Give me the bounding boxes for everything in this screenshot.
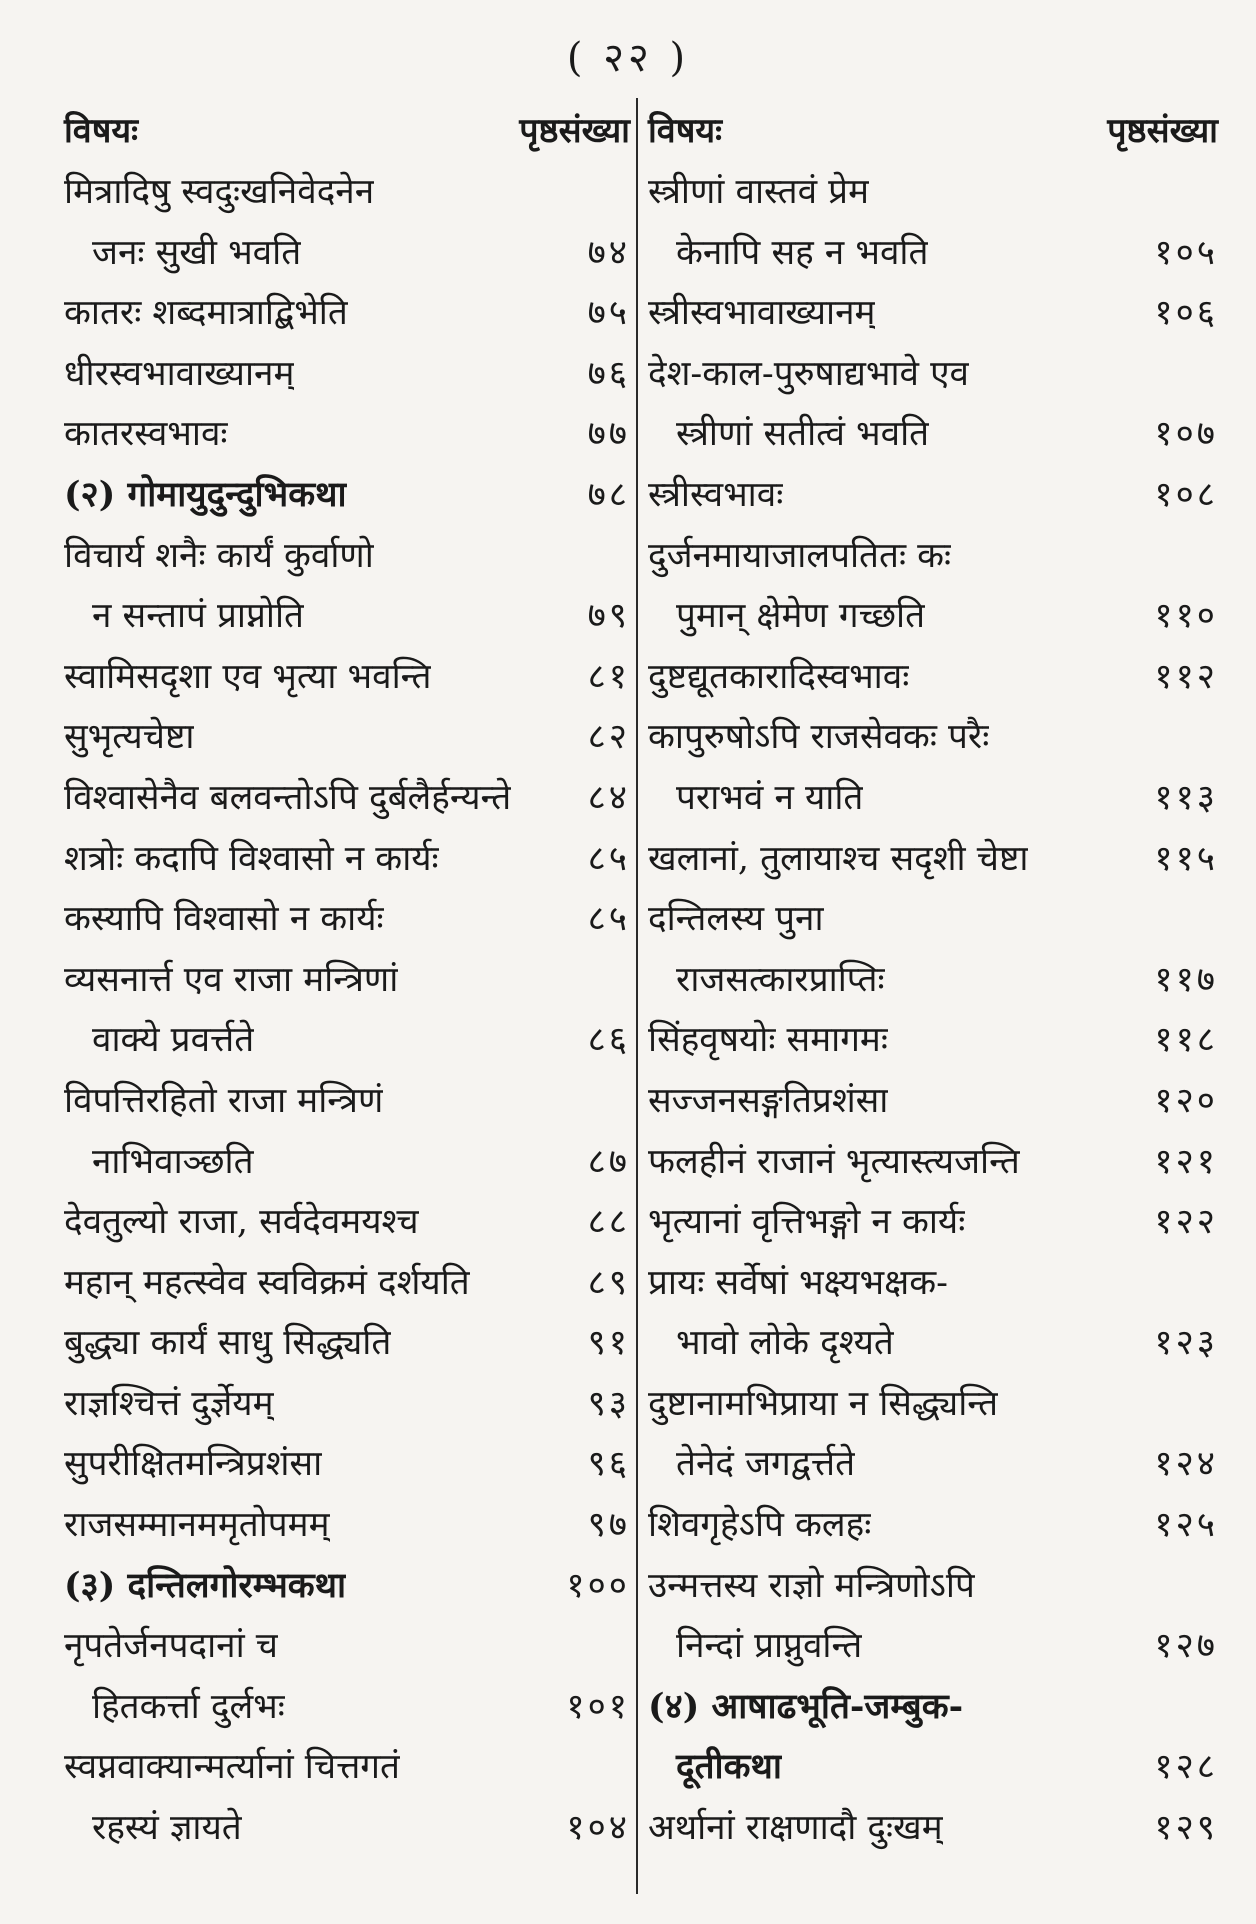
page-heading: पृष्ठसंख्या (1107, 111, 1218, 151)
toc-entry (648, 465, 1218, 526)
entry-title: रहस्यं ज्ञायते (92, 1808, 242, 1849)
entry-page-number: ७७ (587, 414, 630, 455)
toc-entry (64, 344, 630, 405)
toc-entry (64, 404, 630, 465)
entry-title: फलहीनं राजानं भृत्यास्त्यजन्ति (648, 1141, 1020, 1182)
entry-page-number: १२४ (1154, 1444, 1218, 1485)
entry-page-number: ८९ (587, 1262, 630, 1303)
entry-page-number: ९७ (587, 1505, 630, 1546)
entry-page-number: ७५ (587, 293, 630, 334)
entry-title: (४) आषाढभूति-जम्बुक- (648, 1685, 964, 1727)
entry-page-number: ९६ (587, 1444, 630, 1485)
entry-title: भृत्यानां वृत्तिभङ्गो न कार्यः (648, 1202, 966, 1243)
entry-title: देश-काल-पुरुषाद्यभावे एव (648, 353, 969, 394)
entry-page-number: ९१ (587, 1323, 630, 1364)
entry-page-number: ७६ (587, 353, 630, 394)
toc-entry (648, 1132, 1218, 1193)
entry-title: खलानां, तुलायाश्च सदृशी चेष्टा (648, 838, 1029, 879)
entry-title: शिवगृहेऽपि कलहः (648, 1505, 872, 1546)
toc-entry (64, 1253, 630, 1314)
toc-entry (64, 1677, 630, 1738)
entry-title: अर्थानां राक्षणादौ दुःखम् (648, 1808, 943, 1849)
toc-entry (64, 647, 630, 708)
entry-title: हितकर्त्ता दुर्लभः (92, 1686, 285, 1727)
entry-title: न सन्तापं प्राप्नोति (92, 596, 304, 637)
entry-title: धीरस्वभावाख्यानम् (64, 353, 295, 394)
toc-entry (648, 829, 1218, 890)
entry-title: कस्यापि विश्वासो न कार्यः (64, 899, 384, 940)
entry-page-number: ८५ (587, 899, 630, 940)
entry-title: दुष्टानामभिप्राया न सिद्ध्यन्ति (648, 1383, 999, 1424)
entry-title: केनापि सह न भवति (676, 232, 929, 273)
toc-entry (648, 586, 1218, 647)
toc-entry (648, 889, 1218, 950)
entry-page-number: १२५ (1154, 1505, 1218, 1546)
entry-page-number: ७९ (587, 596, 630, 637)
right-header (648, 100, 1218, 162)
entry-page-number: ८८ (587, 1202, 630, 1243)
entry-page-number: ७८ (587, 474, 630, 515)
toc-entry (64, 1495, 630, 1556)
entry-title: उन्मत्तस्य राज्ञो मन्त्रिणोऽपि (648, 1565, 975, 1606)
entry-page-number: १२७ (1154, 1626, 1218, 1667)
toc-entry (64, 526, 630, 587)
entry-page-number: १०७ (1154, 414, 1218, 455)
toc-entry (64, 586, 630, 647)
entry-page-number: ९३ (587, 1383, 630, 1424)
toc-entry (648, 1010, 1218, 1071)
page-number: ( २२ ) (566, 35, 690, 81)
entry-title: दूतीकथा (676, 1746, 782, 1788)
entry-page-number: १०५ (1154, 232, 1218, 273)
toc-entry (648, 526, 1218, 587)
entry-page-number: ८५ (587, 838, 630, 879)
entry-page-number: ११० (1154, 596, 1218, 637)
entry-title: स्त्रीणां वास्तवं प्रेम (648, 172, 870, 212)
entry-title: देवतुल्यो राजा, सर्वदेवमयश्च (64, 1202, 419, 1243)
left-column (64, 100, 630, 1859)
entry-title: दन्तिलस्य पुना (648, 899, 824, 940)
left-header (64, 100, 630, 162)
entry-title: तेनेदं जगद्वर्त्तते (676, 1444, 856, 1485)
entry-title: सुपरीक्षितमन्त्रिप्रशंसा (64, 1444, 323, 1485)
toc-entry (648, 162, 1218, 223)
entry-title: कातरः शब्दमात्राद्बिभेति (64, 293, 348, 334)
toc-entry (648, 283, 1218, 344)
entry-page-number: १०४ (566, 1808, 630, 1849)
toc-entry (648, 1556, 1218, 1617)
toc-entry (648, 1071, 1218, 1132)
entry-title: विचार्य शनैः कार्यं कुर्वाणो (64, 535, 374, 576)
entry-page-number: ८४ (587, 777, 630, 818)
entry-page-number: ११५ (1154, 838, 1218, 879)
entry-title: स्त्रीस्वभावः (648, 474, 784, 515)
toc-entry (64, 1313, 630, 1374)
entry-title: नृपतेर्जनपदानां च (64, 1626, 279, 1667)
entry-page-number: ८२ (587, 717, 630, 758)
entry-page-number: १२३ (1154, 1323, 1218, 1364)
entry-page-number: १०० (566, 1565, 630, 1606)
entry-title: मित्रादिषु स्वदुःखनिवेदनेन (64, 172, 375, 212)
toc-entry (648, 1495, 1218, 1556)
entry-title: पुमान् क्षेमेण गच्छति (676, 596, 926, 637)
toc-entry (64, 1071, 630, 1132)
entry-page-number: १२१ (1154, 1141, 1218, 1182)
entry-title: निन्दां प्राप्नुवन्ति (676, 1626, 863, 1667)
entry-page-number: १२८ (1154, 1747, 1218, 1788)
entry-title: बुद्ध्या कार्यं साधु सिद्ध्यति (64, 1323, 392, 1364)
toc-entry (64, 1434, 630, 1495)
entry-title: (२) गोमायुदुन्दुभिकथा (64, 473, 347, 515)
entry-page-number: ११७ (1154, 959, 1218, 1000)
toc-entry (648, 1374, 1218, 1435)
toc-entry (64, 465, 630, 526)
entry-page-number: १२९ (1154, 1808, 1218, 1849)
entry-title: नाभिवाञ्छति (92, 1141, 254, 1182)
toc-entry (648, 1677, 1218, 1738)
toc-entry (64, 707, 630, 768)
toc-entry (64, 1737, 630, 1798)
entry-title: सिंहवृषयोः समागमः (648, 1020, 888, 1061)
entry-title: शत्रोः कदापि विश्वासो न कार्यः (64, 838, 439, 879)
toc-entry (648, 1434, 1218, 1495)
entry-title: कापुरुषोऽपि राजसेवकः परैः (648, 717, 990, 758)
entry-title: व्यसनार्त्त एव राजा मन्त्रिणां (64, 959, 399, 1000)
entry-title: स्त्रीणां सतीत्वं भवति (676, 414, 930, 455)
entry-title: सज्जनसङ्गतिप्रशंसा (648, 1080, 889, 1121)
toc-entry (648, 404, 1218, 465)
toc-entry (64, 1132, 630, 1193)
page-heading: पृष्ठसंख्या (519, 111, 630, 151)
entry-title: प्रायः सर्वेषां भक्ष्यभक्षक- (648, 1262, 948, 1303)
entry-page-number: ८६ (587, 1020, 630, 1061)
toc-entry (64, 1374, 630, 1435)
entry-title: राजसत्कारप्राप्तिः (676, 959, 885, 1000)
toc-entry (64, 1798, 630, 1859)
entry-title: स्वप्नवाक्यान्मर्त्यानां चित्तगतं (64, 1747, 400, 1788)
toc-entry (648, 1616, 1218, 1677)
entry-page-number: ८७ (587, 1141, 630, 1182)
column-divider (636, 98, 638, 1894)
toc-entry (64, 223, 630, 284)
entry-page-number: ११३ (1154, 777, 1218, 818)
toc-entry (648, 344, 1218, 405)
entry-page-number: १२० (1154, 1080, 1218, 1121)
subject-heading: विषयः (64, 111, 138, 151)
toc-entry (64, 1010, 630, 1071)
toc-entry (64, 829, 630, 890)
toc-entry (64, 889, 630, 950)
toc-entry (648, 1737, 1218, 1798)
entry-title: सुभृत्यचेष्टा (64, 717, 195, 758)
toc-entry (64, 1556, 630, 1617)
toc-entry (648, 768, 1218, 829)
right-column (648, 100, 1218, 1859)
toc-entry (648, 1313, 1218, 1374)
entry-title: स्वामिसदृशा एव भृत्या भवन्ति (64, 656, 432, 697)
toc-entry (648, 1253, 1218, 1314)
entry-page-number: ८१ (587, 656, 630, 697)
entry-page-number: ११८ (1154, 1020, 1218, 1061)
entry-title: कातरस्वभावः (64, 414, 228, 455)
toc-entry (648, 223, 1218, 284)
left-entries (64, 162, 630, 1859)
entry-title: पराभवं न याति (676, 777, 864, 818)
toc-entry (64, 283, 630, 344)
toc-entry (64, 162, 630, 223)
entry-title: भावो लोके दृश्यते (676, 1323, 894, 1364)
entry-title: विश्वासेनैव बलवन्तोऽपि दुर्बलैर्हन्यन्ते (64, 777, 512, 818)
entry-title: वाक्ये प्रवर्त्तते (92, 1020, 255, 1061)
toc-entry (64, 1616, 630, 1677)
entry-title: जनः सुखी भवति (92, 232, 302, 273)
entry-page-number: १०६ (1154, 293, 1218, 334)
toc-entry (64, 1192, 630, 1253)
entry-title: महान् महत्स्वेव स्वविक्रमं दर्शयति (64, 1262, 470, 1303)
entry-title: दुष्टद्यूतकारादिस्वभावः (648, 656, 910, 697)
subject-heading: विषयः (648, 111, 722, 151)
toc-entry (648, 707, 1218, 768)
entry-title: राज्ञश्चित्तं दुर्ज्ञेयम् (64, 1383, 274, 1424)
entry-page-number: १०१ (566, 1686, 630, 1727)
entry-page-number: १२२ (1154, 1202, 1218, 1243)
entry-title: स्त्रीस्वभावाख्यानम् (648, 293, 876, 334)
toc-entry (648, 950, 1218, 1011)
toc-entry (648, 647, 1218, 708)
entry-title: दुर्जनमायाजालपतितः कः (648, 535, 952, 576)
toc-entry (64, 950, 630, 1011)
toc-entry (64, 768, 630, 829)
toc-entry (648, 1192, 1218, 1253)
toc-entry (648, 1798, 1218, 1859)
entry-page-number: ११२ (1154, 656, 1218, 697)
entry-title: राजसम्मानममृतोपमम् (64, 1505, 330, 1546)
right-entries (648, 162, 1218, 1859)
entry-title: (३) दन्तिलगोरम्भकथा (64, 1564, 347, 1606)
entry-page-number: १०८ (1154, 474, 1218, 515)
entry-page-number: ७४ (587, 232, 630, 273)
entry-title: विपत्तिरहितो राजा मन्त्रिणं (64, 1080, 384, 1121)
